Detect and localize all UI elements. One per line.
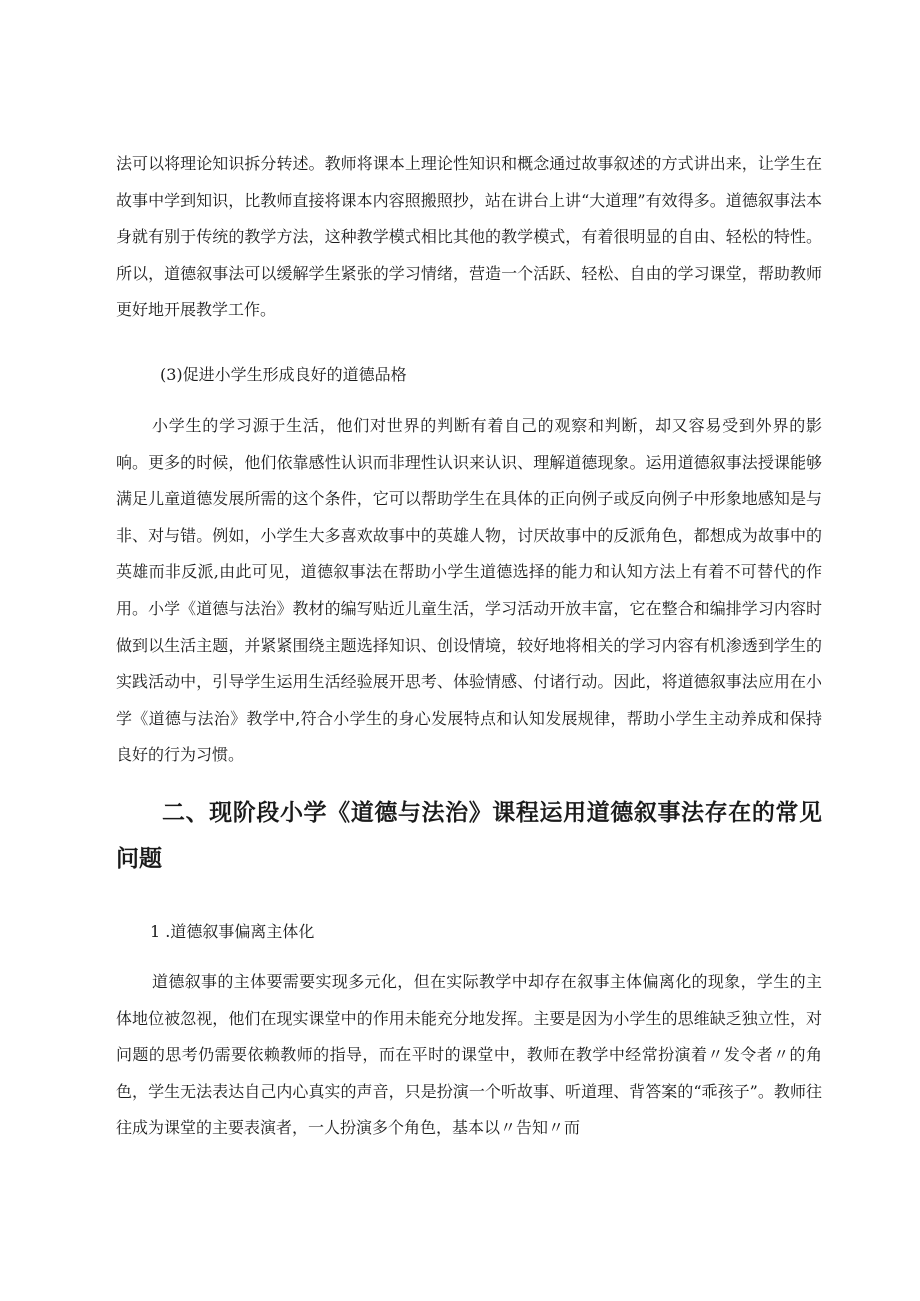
paragraph-moral-character: 小学生的学习源于生活，他们对世界的判断有着自己的观察和判断，却又容易受到外界的影响。更多的时候，他们依靠感性认识而非理性认识来认识、理解道德现象。运用道德叙事法授课能够满足儿童道德发展所需的这个条件，它可以帮助学生在具体的正向例子或反向例子中形象地感知是与非、对与错。例如，小学生大多喜欢故事中的英雄人物，讨厌故事中的反派角色，都想成为故事中的英雄而非反派,由此可见，道德叙事法在帮助小学生道德选择的能力和认知方法上有着不可替代的作用。小学《道德与法治》教材的编写贴近儿童生活，学习活动开放丰富，它在整合和编排学习内容时做到以生活主题，并紧紧围绕主题选择知识、创设情境，较好地将相关的学习内容有机渗透到学生的实践活动中，引导学生运用生活经验展开思考、体验情感、付诸行动。因此，将道德叙事法应用在小学《道德与法治》教学中,符合小学生的身心发展特点和认知发展规律，帮助小学生主动养成和保持良好的行为习惯。 xyxy=(116,416,822,765)
subheading-1: 1 .道德叙事偏离主体化 xyxy=(150,922,315,941)
paragraph-continued: 法可以将理论知识拆分转述。教师将课本上理论性知识和概念通过故事叙述的方式讲出来，让学生在故事中学到知识，比教师直接将课本内容照搬照抄，站在讲台上讲“大道理”有效得多。道德叙事法本身就有别于传统的教学方法，这种教学模式相比其他的教学模式，有着很明显的自由、轻松的特性。所以，道德叙事法可以缓解学生紧张的学习情绪，营造一个活跃、轻松、自由的学习课堂，帮助教师更好地开展教学工作。 xyxy=(116,154,822,320)
section-heading: 二、现阶段小学《道德与法治》课程运用道德叙事法存在的常见问题 xyxy=(116,799,822,872)
paragraph-narrative-subject: 道德叙事的主体要需要实现多元化，但在实际教学中却存在叙事主体偏离化的现象，学生的主体地位被忽视，他们在现实课堂中的作用未能充分地发挥。主要是因为小学生的思维缺乏独立性，对问题的思考仍需要依赖教师的指导，而在平时的课堂中，教师在教学中经常扮演着〃发令者〃的角色，学生无法表达自己内心真实的声音，只是扮演一个听故事、听道理、背答案的“乖孩子”。教师往往成为课堂的主要表演者，一人扮演多个角色，基本以〃告知〃而 xyxy=(116,972,822,1138)
subheading-3: (3)促进小学生形成良好的道德品格 xyxy=(160,365,407,384)
